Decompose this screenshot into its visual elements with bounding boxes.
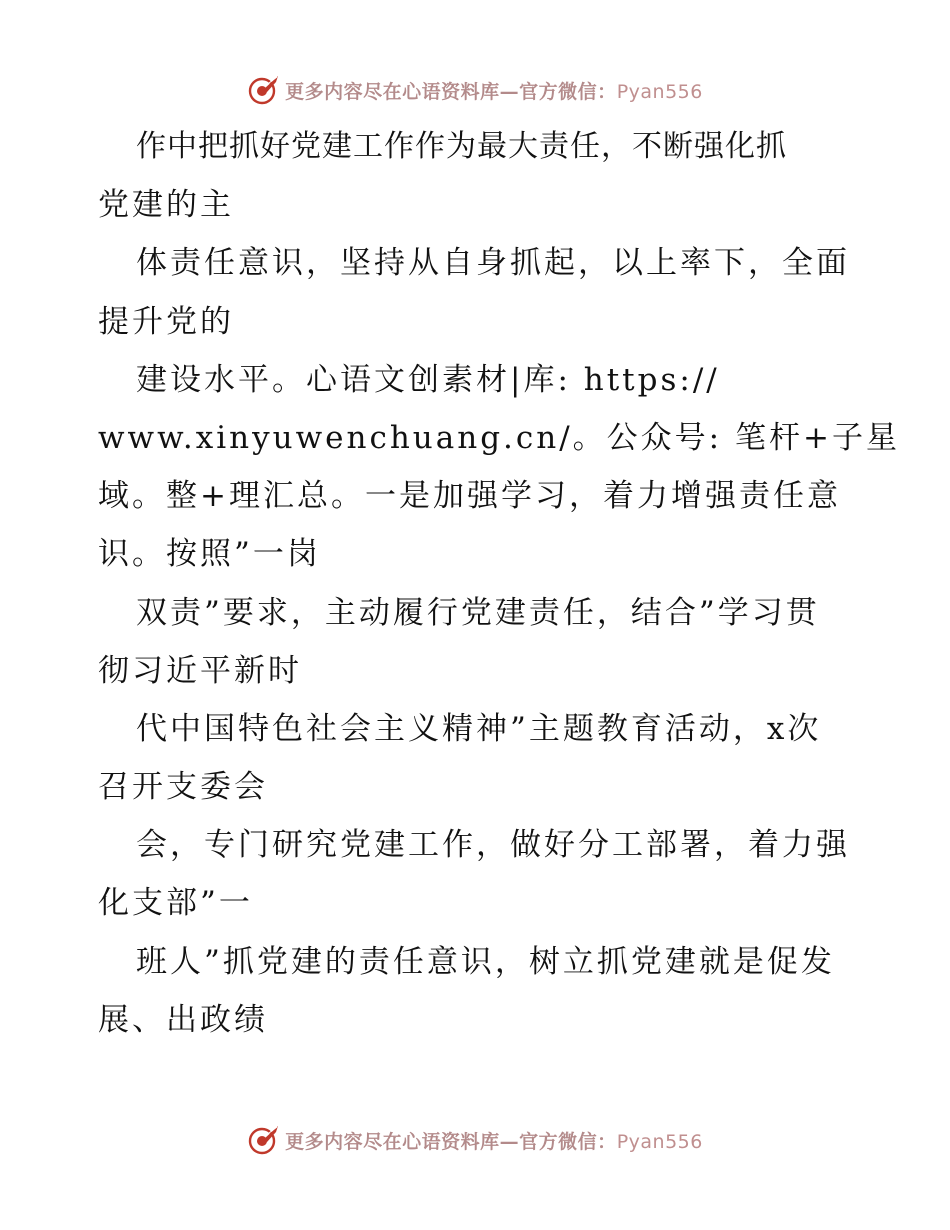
body-line-2: 党建的主 (98, 187, 234, 224)
document-body (98, 118, 900, 1049)
body-line-9: 双责”要求，主动履行党建责任，结合”学习贯 (136, 594, 820, 631)
header-watermark (0, 70, 950, 110)
quill-seal-icon (247, 73, 281, 107)
body-line-13: 会，专门研究党建工作，做好分工部署，着力强 (136, 827, 850, 864)
body-line-15: 班人”抓党建的责任意识，树立抓党建就是促发 (136, 943, 835, 980)
body-line-7: 域。整+理汇总。一是加强学习，着力增强责任意 (98, 478, 841, 515)
watermark-wechat-id: Pyan556 (616, 1130, 703, 1153)
body-line-10: 彻习近平新时 (98, 652, 302, 689)
watermark-brand: 更多内容尽在心语资料库 (285, 1130, 500, 1153)
watermark-wechat-id: Pyan556 (616, 80, 703, 103)
body-line-1: 作中把抓好党建工作作为最大责任，不断强化抓 (136, 129, 787, 164)
watermark-text (285, 1127, 703, 1154)
watermark-text (285, 77, 703, 104)
watermark-official: 官方微信： (519, 1130, 617, 1153)
body-line-6: www.xinyuwenchuang.cn/。公众号: 笔杆+子星 (98, 419, 900, 456)
body-line-8: 识。按照”一岗 (98, 536, 321, 573)
body-line-12: 召开支委会 (98, 769, 268, 806)
body-line-4: 提升党的 (98, 303, 234, 340)
body-line-11: 代中国特色社会主义精神”主题教育活动，x次 (136, 710, 822, 747)
watermark-brand: 更多内容尽在心语资料库 (285, 80, 500, 103)
body-line-14: 化支部”一 (98, 885, 253, 922)
quill-seal-icon (247, 1123, 281, 1157)
body-line-5: 建设水平。心语文创素材|库: https:// (136, 361, 720, 398)
body-line-3: 体责任意识，坚持从自身抓起，以上率下，全面 (136, 245, 850, 282)
body-line-16: 展、出政绩 (98, 1001, 268, 1038)
watermark-official: 官方微信： (519, 80, 617, 103)
watermark-separator: — (499, 80, 520, 103)
footer-watermark (0, 1120, 950, 1160)
watermark-separator: — (499, 1130, 520, 1153)
